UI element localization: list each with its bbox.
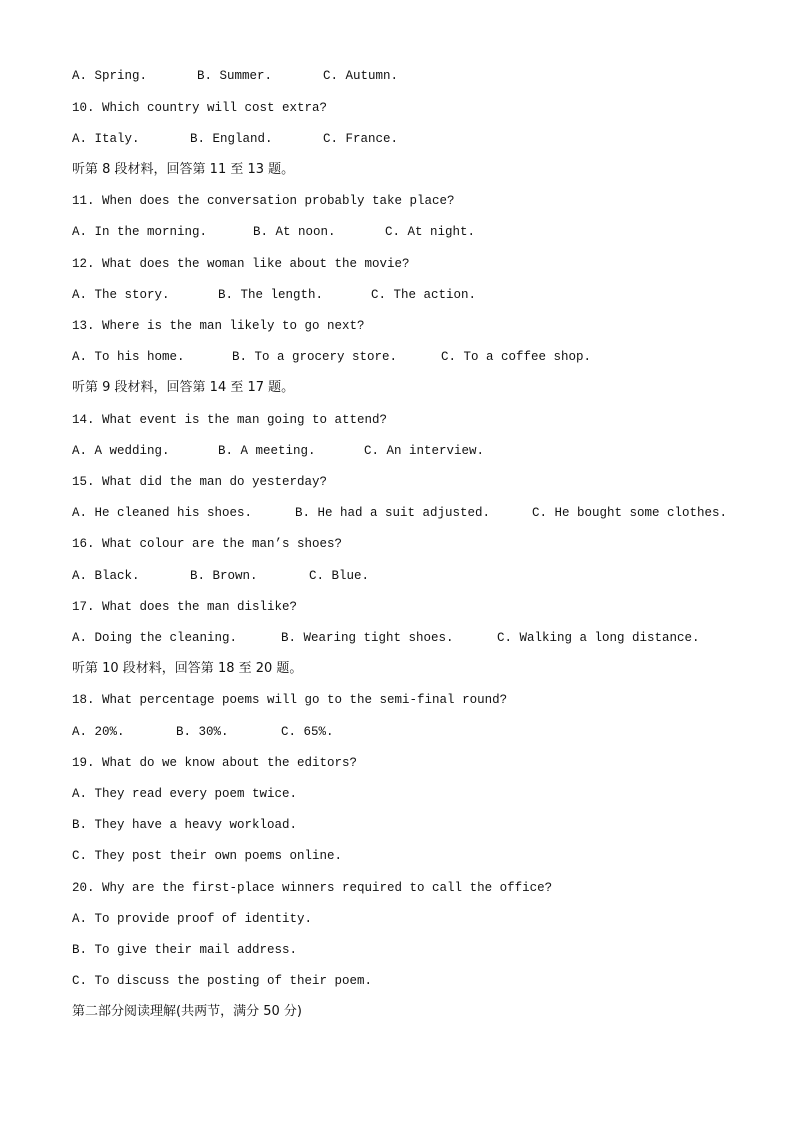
q20-option-c: C. To discuss the posting of their poem.	[72, 974, 373, 988]
q15-option-c: C. He bought some clothes.	[532, 506, 728, 520]
q15-question: 15. What did the man do yesterday?	[72, 475, 328, 489]
q11-question: 11. When does the conversation probably take place?	[72, 194, 455, 208]
q10-option-a: A. Italy.	[72, 132, 140, 146]
q15-option-b: B. He had a suit adjusted.	[295, 506, 491, 520]
q13-option-c: C. To a coffee shop.	[441, 350, 592, 364]
q9-option-c: C. Autumn.	[323, 69, 399, 83]
q11-option-a: A. In the morning.	[72, 225, 208, 239]
q9-options	[72, 66, 399, 86]
q13-question: 13. Where is the man likely to go next?	[72, 319, 365, 333]
section-9-instruction: 听第 9 段材料，回答第 14 至 17 题。	[72, 380, 295, 395]
q13-option-b: B. To a grocery store.	[232, 350, 398, 364]
q19-option-a: A. They read every poem twice.	[72, 787, 298, 801]
q12-question: 12. What does the woman like about the movie?	[72, 257, 410, 271]
q10-question: 10. Which country will cost extra?	[72, 101, 328, 115]
q13-option-a: A. To his home.	[72, 350, 185, 364]
q12-option-c: C. The action.	[371, 288, 477, 302]
q17-options	[72, 628, 700, 648]
q14-question: 14. What event is the man going to attend?	[72, 413, 388, 427]
q16-option-b: B. Brown.	[190, 569, 258, 583]
q11-option-b: B. At noon.	[253, 225, 336, 239]
q12-option-b: B. The length.	[218, 288, 324, 302]
q17-option-b: B. Wearing tight shoes.	[281, 631, 454, 645]
q19-option-b: B. They have a heavy workload.	[72, 818, 298, 832]
q12-options	[72, 285, 477, 305]
q20-option-a: A. To provide proof of identity.	[72, 912, 313, 926]
q9-option-b: B. Summer.	[197, 69, 273, 83]
q18-option-a: A. 20%.	[72, 725, 125, 739]
q18-question: 18. What percentage poems will go to the semi-final round?	[72, 693, 508, 707]
q19-question: 19. What do we know about the editors?	[72, 756, 358, 770]
q16-options	[72, 566, 370, 586]
section-10-instruction: 听第 10 段材料，回答第 18 至 20 题。	[72, 661, 303, 676]
q16-option-c: C. Blue.	[309, 569, 370, 583]
q14-option-c: C. An interview.	[364, 444, 485, 458]
section-8-instruction: 听第 8 段材料，回答第 11 至 13 题。	[72, 162, 295, 177]
q10-option-b: B. England.	[190, 132, 273, 146]
q14-options	[72, 441, 485, 461]
q14-option-b: B. A meeting.	[218, 444, 316, 458]
part-two-heading: 第二部分阅读理解(共两节，满分 50 分)	[72, 1004, 302, 1019]
q10-options	[72, 129, 399, 149]
q15-option-a: A. He cleaned his shoes.	[72, 506, 253, 520]
q19-option-c: C. They post their own poems online.	[72, 849, 343, 863]
q20-option-b: B. To give their mail address.	[72, 943, 298, 957]
q17-option-c: C. Walking a long distance.	[497, 631, 700, 645]
q10-option-c: C. France.	[323, 132, 399, 146]
q14-option-a: A. A wedding.	[72, 444, 170, 458]
q17-question: 17. What does the man dislike?	[72, 600, 298, 614]
q11-option-c: C. At night.	[385, 225, 476, 239]
q18-options	[72, 722, 334, 742]
q9-option-a: A. Spring.	[72, 69, 148, 83]
q17-option-a: A. Doing the cleaning.	[72, 631, 238, 645]
q20-question: 20. Why are the first-place winners required to call the office?	[72, 881, 553, 895]
q18-option-b: B. 30%.	[176, 725, 229, 739]
q16-question: 16. What colour are the man’s shoes?	[72, 537, 343, 551]
q11-options	[72, 222, 476, 242]
q15-options	[72, 503, 728, 523]
q16-option-a: A. Black.	[72, 569, 140, 583]
q18-option-c: C. 65%.	[281, 725, 334, 739]
q13-options	[72, 347, 592, 367]
q12-option-a: A. The story.	[72, 288, 170, 302]
